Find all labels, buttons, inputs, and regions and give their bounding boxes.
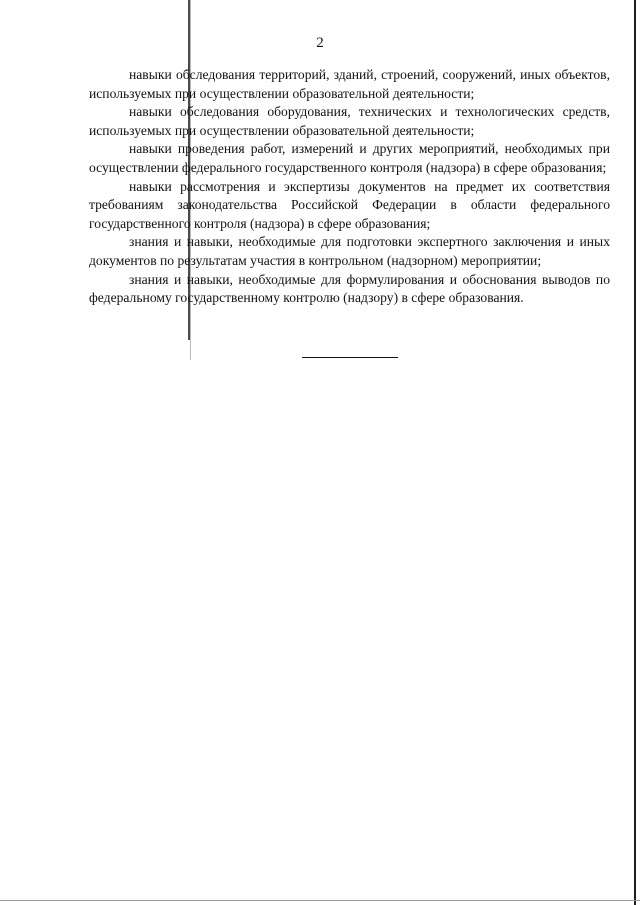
paragraph-expert-conclusion: знания и навыки, необходимые для подготовки экспертного заключения и иных документов по результатам участия в контрольном (надзорном) мероприятии; — [89, 234, 610, 268]
paragraph-document-expertise: навыки рассмотрения и экспертизы документов на предмет их соответствия требованиям законодательства Российской Федерации в области федерального государственного контроля (надзора) в сфере образования; — [89, 178, 610, 231]
closing-divider — [302, 357, 398, 358]
paragraph-territory-inspection: навыки обследования территорий, зданий, строений, сооружений, иных объектов, используемых при осуществлении образовательной деятельности; — [89, 67, 610, 101]
page-number: 2 — [316, 35, 324, 51]
document-body — [89, 66, 610, 308]
paragraph-conclusions: знания и навыки, необходимые для формулирования и обоснования выводов по федеральному государственному контролю (надзору) в сфере образования. — [89, 271, 610, 306]
scan-edge-bottom — [0, 900, 640, 901]
paragraph-measurements: навыки проведения работ, измерений и других мероприятий, необходимых при осуществлении федерального государственного контроля (надзора) в сфере образования; — [89, 141, 610, 175]
scan-edge-right — [634, 0, 636, 905]
paragraph-equipment-inspection: навыки обследования оборудования, технических и технологических средств, используемых при осуществлении образовательной деятельности; — [89, 104, 610, 138]
